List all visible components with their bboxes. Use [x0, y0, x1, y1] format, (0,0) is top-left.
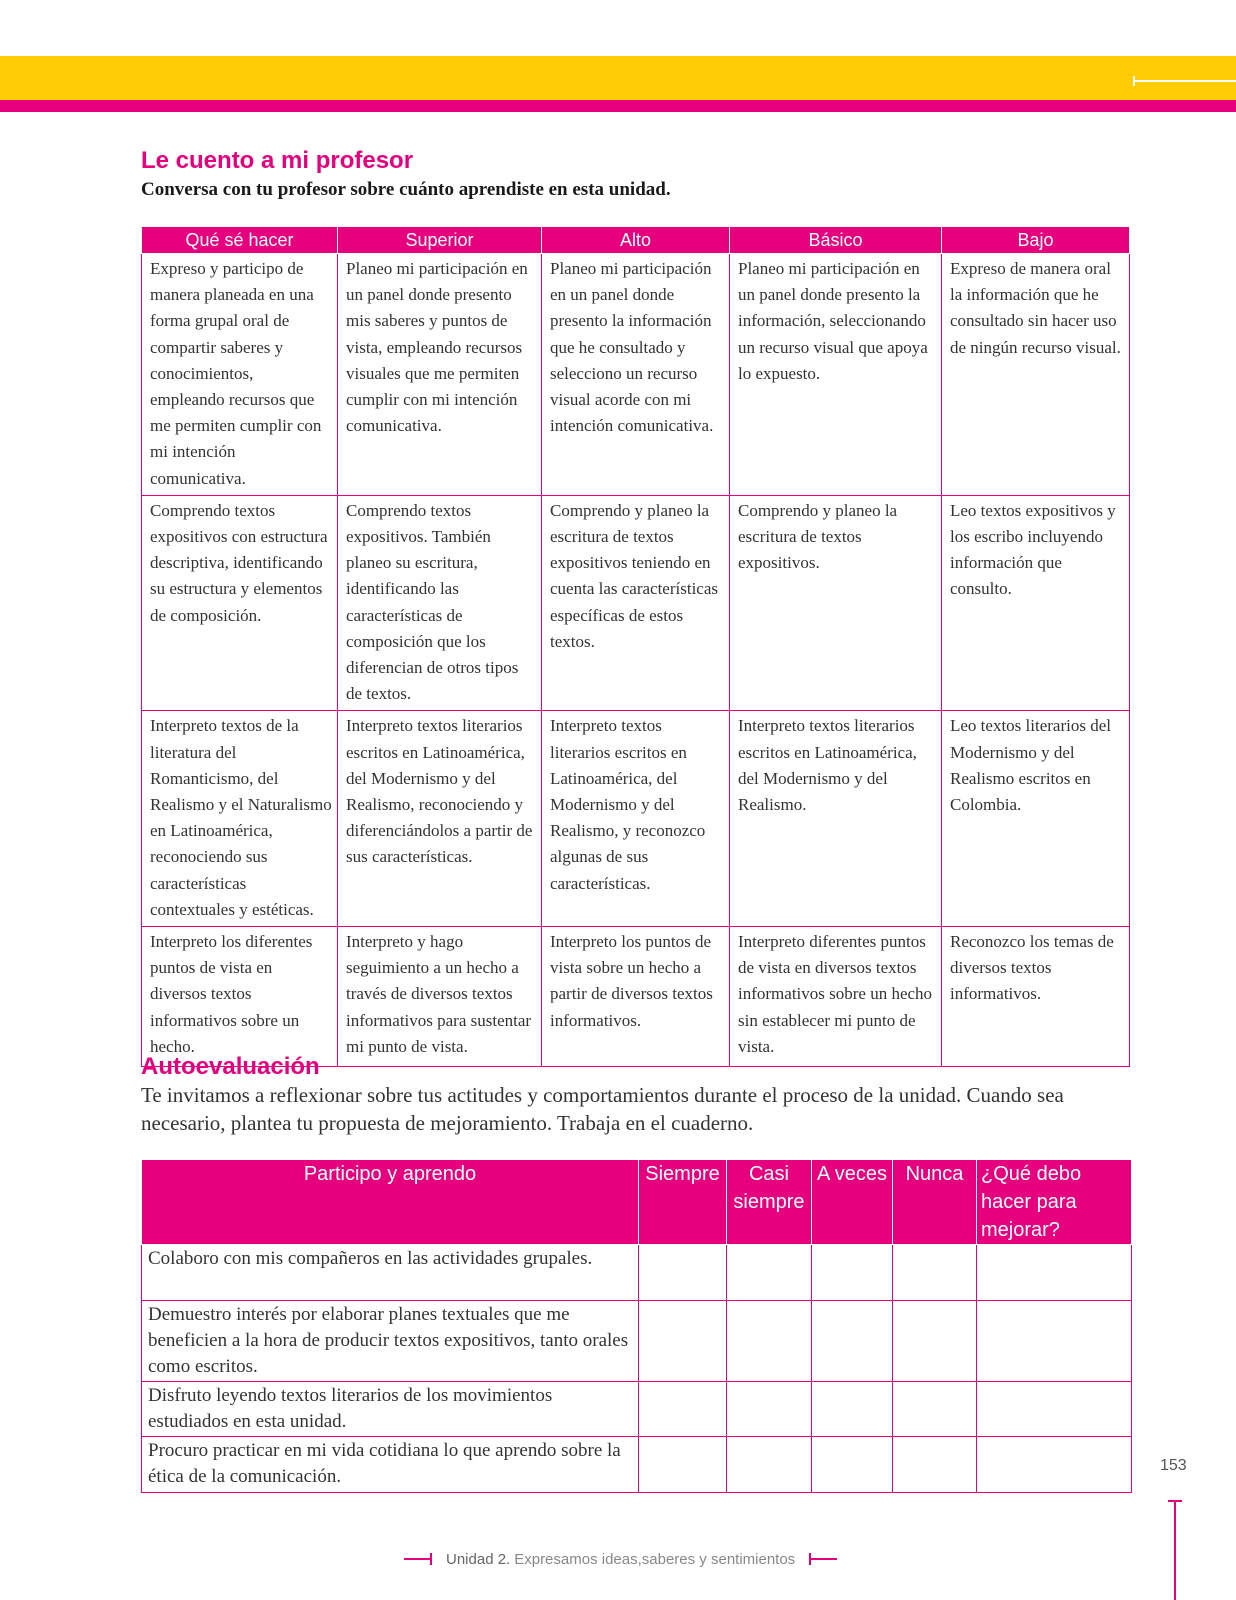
page-number: 153 — [1160, 1457, 1187, 1474]
section-subtitle-le-cuento: Conversa con tu profesor sobre cuánto aprendiste en esta unidad. — [141, 179, 671, 200]
header-rule-tick — [1133, 76, 1135, 86]
selfeval-check-cell — [639, 1382, 727, 1437]
selfeval-check-cell — [639, 1245, 727, 1301]
rubric-header-bajo: Bajo — [942, 227, 1130, 254]
rubric-cell: Leo textos literarios del Modernismo y del Realismo escritos en Colombia. — [942, 711, 1130, 927]
selfeval-check-cell — [812, 1301, 893, 1382]
selfeval-check-cell — [893, 1437, 977, 1493]
selfeval-check-cell — [812, 1382, 893, 1437]
rubric-cell: Expreso y participo de manera planeada en una forma grupal oral de compartir saberes y conocimientos, empleando recursos que me permiten cumplir con mi intención comunicativa. — [142, 254, 338, 496]
rubric-header-que-se-hacer: Qué sé hacer — [142, 227, 338, 254]
selfeval-check-cell — [727, 1301, 812, 1382]
selfeval-header-mejorar: ¿Qué debo hacer para mejorar? — [977, 1160, 1132, 1245]
selfeval-row — [142, 1437, 1132, 1493]
selfeval-check-cell — [893, 1301, 977, 1382]
section-title-autoevaluacion: Autoevaluación — [141, 1053, 320, 1080]
selfeval-check-cell — [893, 1382, 977, 1437]
selfeval-row — [142, 1301, 1132, 1382]
selfeval-improve-cell — [977, 1245, 1132, 1301]
selfeval-check-cell — [727, 1382, 812, 1437]
rubric-table — [141, 226, 1130, 1067]
selfeval-statement: Procuro practicar en mi vida cotidiana lo que aprendo sobre la ética de la comunicación. — [142, 1437, 639, 1493]
rubric-cell: Interpreto los puntos de vista sobre un hecho a partir de diversos textos informativos. — [542, 927, 730, 1067]
page-margin-tick — [1168, 1500, 1182, 1502]
page-margin-line — [1174, 1500, 1176, 1600]
rubric-header-superior: Superior — [338, 227, 542, 254]
rubric-header-basico: Básico — [730, 227, 942, 254]
footer — [404, 1548, 837, 1570]
footer-rule-left — [404, 1558, 432, 1560]
rubric-header-row — [142, 227, 1130, 254]
rubric-row — [142, 254, 1130, 496]
selfeval-check-cell — [812, 1437, 893, 1493]
rubric-cell: Planeo mi participación en un panel donde presento la información, seleccionando un recurso visual que apoya lo expuesto. — [730, 254, 942, 496]
selfeval-row — [142, 1382, 1132, 1437]
rubric-cell: Comprendo textos expositivos. También planeo su escritura, identificando las características de composición que los diferencian de otros tipos de textos. — [338, 495, 542, 711]
selfeval-check-cell — [727, 1245, 812, 1301]
rubric-cell: Interpreto textos de la literatura del Romanticismo, del Realismo y el Naturalismo en Latinoamérica, reconociendo sus características contextuales y estéticas. — [142, 711, 338, 927]
selfeval-header-siempre: Siempre — [639, 1160, 727, 1245]
selfeval-statement: Disfruto leyendo textos literarios de los movimientos estudiados en esta unidad. — [142, 1382, 639, 1437]
header-rule — [1133, 80, 1236, 82]
section-intro-autoevaluacion: Te invitamos a reflexionar sobre tus actitudes y comportamientos durante el proceso de la unidad. Cuando sea necesario, plantea tu propuesta de mejoramiento. Trabaja en el cuaderno. — [141, 1083, 1064, 1135]
rubric-cell: Comprendo y planeo la escritura de textos expositivos. — [730, 495, 942, 711]
selfeval-table — [141, 1159, 1132, 1493]
selfeval-header-nunca: Nunca — [893, 1160, 977, 1245]
rubric-cell: Planeo mi participación en un panel donde presento la información que he consultado y selecciono un recurso visual acorde con mi intención comunicativa. — [542, 254, 730, 496]
header-magenta-band — [0, 100, 1236, 112]
selfeval-check-cell — [893, 1245, 977, 1301]
selfeval-check-cell — [639, 1301, 727, 1382]
selfeval-statement: Colaboro con mis compañeros en las actividades grupales. — [142, 1245, 639, 1301]
rubric-cell: Interpreto diferentes puntos de vista en diversos textos informativos sobre un hecho sin establecer mi punto de vista. — [730, 927, 942, 1067]
selfeval-header-casi-siempre: Casi siempre — [727, 1160, 812, 1245]
rubric-cell: Interpreto textos literarios escritos en Latinoamérica, del Modernismo y del Realismo, reconociendo y diferenciándolos a partir de sus características. — [338, 711, 542, 927]
selfeval-statement: Demuestro interés por elaborar planes textuales que me beneficien a la hora de producir textos expositivos, tanto orales como escritos. — [142, 1301, 639, 1382]
rubric-cell: Interpreto y hago seguimiento a un hecho a través de diversos textos informativos para sustentar mi punto de vista. — [338, 927, 542, 1067]
footer-unit: Unidad 2. — [446, 1550, 511, 1568]
selfeval-header-a-veces: A veces — [812, 1160, 893, 1245]
footer-rule-right — [809, 1558, 837, 1560]
selfeval-header-row — [142, 1160, 1132, 1245]
selfeval-check-cell — [812, 1245, 893, 1301]
rubric-cell: Reconozco los temas de diversos textos informativos. — [942, 927, 1130, 1067]
rubric-cell: Comprendo y planeo la escritura de textos expositivos teniendo en cuenta las características específicas de estos textos. — [542, 495, 730, 711]
selfeval-improve-cell — [977, 1301, 1132, 1382]
header-yellow-band — [0, 56, 1236, 100]
selfeval-header-participo: Participo y aprendo — [142, 1160, 639, 1245]
rubric-cell: Leo textos expositivos y los escribo incluyendo información que consulto. — [942, 495, 1130, 711]
rubric-cell: Interpreto los diferentes puntos de vista en diversos textos informativos sobre un hecho. — [142, 927, 338, 1067]
selfeval-improve-cell — [977, 1437, 1132, 1493]
selfeval-improve-cell — [977, 1382, 1132, 1437]
rubric-row — [142, 927, 1130, 1067]
rubric-row — [142, 711, 1130, 927]
selfeval-check-cell — [727, 1437, 812, 1493]
selfeval-check-cell — [639, 1437, 727, 1493]
section-title-le-cuento: Le cuento a mi profesor — [141, 147, 414, 174]
rubric-cell: Comprendo textos expositivos con estructura descriptiva, identificando su estructura y elementos de composición. — [142, 495, 338, 711]
rubric-cell: Planeo mi participación en un panel donde presento mis saberes y puntos de vista, empleando recursos visuales que me permiten cumplir con mi intención comunicativa. — [338, 254, 542, 496]
selfeval-row — [142, 1245, 1132, 1301]
rubric-header-alto: Alto — [542, 227, 730, 254]
rubric-cell: Interpreto textos literarios escritos en Latinoamérica, del Modernismo y del Realismo, y reconozco algunas de sus características. — [542, 711, 730, 927]
rubric-cell: Expreso de manera oral la información que he consultado sin hacer uso de ningún recurso visual. — [942, 254, 1130, 496]
footer-title: Expresamos ideas,saberes y sentimientos — [514, 1550, 796, 1568]
rubric-row — [142, 495, 1130, 711]
rubric-cell: Interpreto textos literarios escritos en Latinoamérica, del Modernismo y del Realismo. — [730, 711, 942, 927]
